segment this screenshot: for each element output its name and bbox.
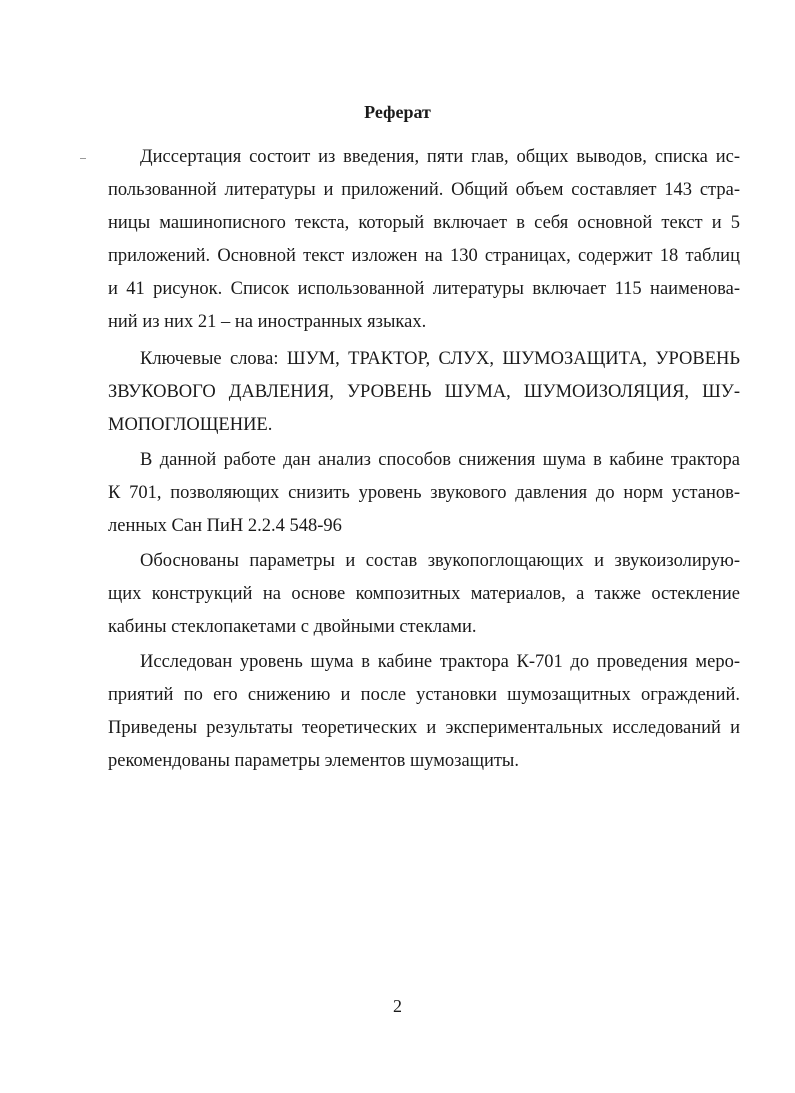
- paragraph-keywords-line: МОПОГЛОЩЕНИЕ.: [108, 415, 273, 435]
- page-title: Реферат: [364, 102, 431, 122]
- paragraph-keywords-line: Ключевые слова: ШУМ, ТРАКТОР, СЛУХ, ШУМОЗАЩИТА, УРОВЕНЬ: [140, 349, 740, 369]
- paragraph-research-line: Исследован уровень шума в кабине трактора К-701 до проведения меро-: [140, 652, 740, 672]
- paragraph-analysis-line: К 701, позволяющих снизить уровень звукового давления до норм установ-: [108, 483, 740, 503]
- paragraph-analysis-line: ленных Сан ПиН 2.2.4 548-96: [108, 516, 342, 536]
- paragraph-research-line: приятий по его снижению и после установки шумозащитных ограждений.: [108, 685, 740, 705]
- paragraph-research-line: рекомендованы параметры элементов шумозащиты.: [108, 751, 519, 771]
- paragraph-parameters-line: щих конструкций на основе композитных материалов, а также остекление: [108, 584, 740, 604]
- page-number: 2: [393, 996, 402, 1016]
- paragraph-abstract-line: приложений. Основной текст изложен на 130 страницах, содержит 18 таблиц: [108, 246, 740, 266]
- paragraph-research-line: Приведены результаты теоретических и экспериментальных исследований и: [108, 718, 740, 738]
- paragraph-abstract-line: пользованной литературы и приложений. Общий объем составляет 143 стра-: [108, 180, 740, 200]
- paragraph-parameters-line: Обоснованы параметры и состав звукопоглощающих и звукоизолирую-: [140, 551, 740, 571]
- paragraph-abstract-line: Диссертация состоит из введения, пяти глав, общих выводов, списка ис-: [140, 147, 740, 167]
- paragraph-abstract-line: и 41 рисунок. Список использованной литературы включает 115 наименова-: [108, 279, 740, 299]
- paragraph-analysis-line: В данной работе дан анализ способов снижения шума в кабине трактора: [140, 450, 740, 470]
- paragraph-abstract-line: ний из них 21 – на иностранных языках.: [108, 312, 427, 332]
- paragraph-keywords-line: ЗВУКОВОГО ДАВЛЕНИЯ, УРОВЕНЬ ШУМА, ШУМОИЗОЛЯЦИЯ, ШУ-: [108, 382, 740, 402]
- paragraph-parameters-line: кабины стеклопакетами с двойными стеклами.: [108, 617, 477, 637]
- paragraph-abstract-line: ницы машинописного текста, который включает в себя основной текст и 5: [108, 213, 740, 233]
- margin-mark: [80, 158, 86, 159]
